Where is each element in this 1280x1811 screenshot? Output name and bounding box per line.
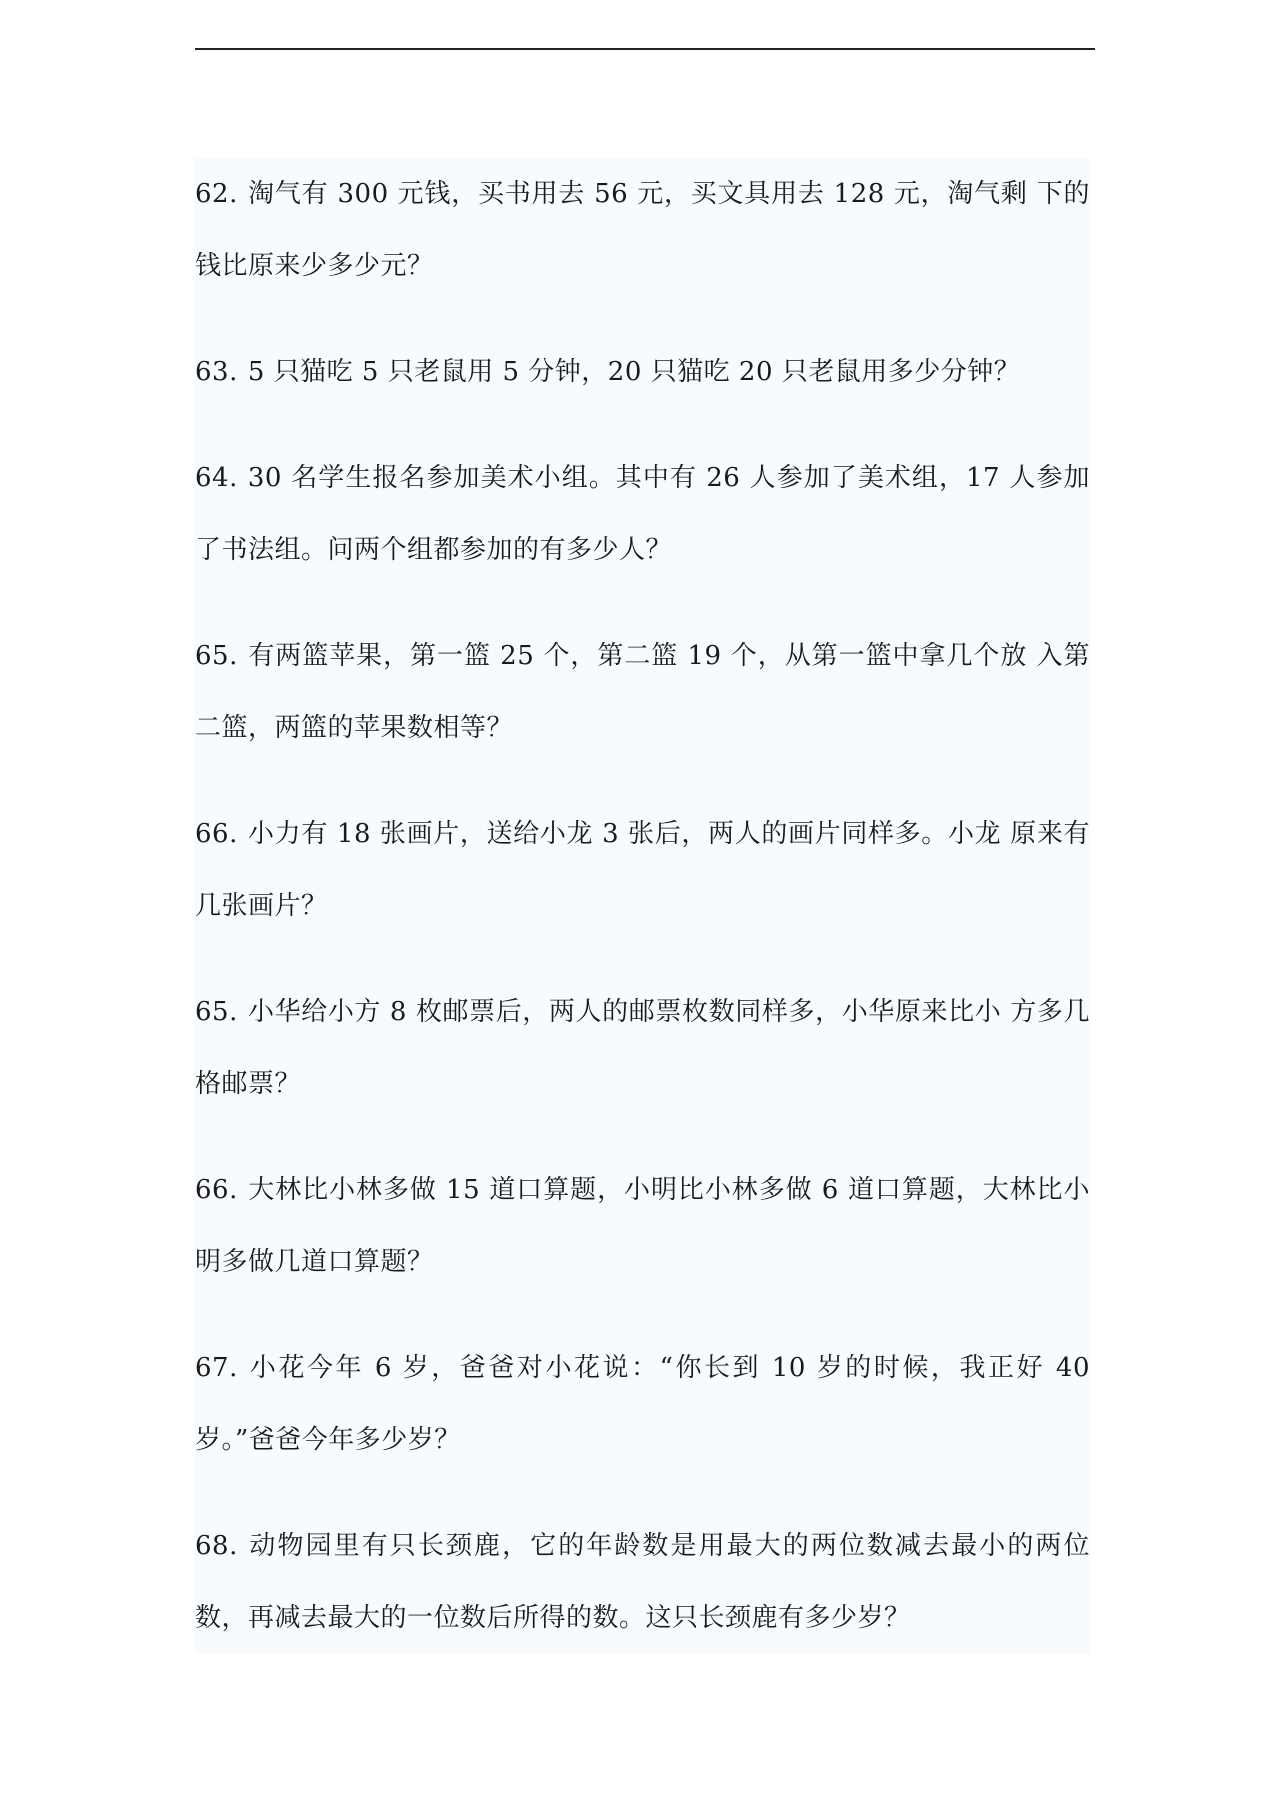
problem-64 [195, 442, 1090, 586]
problem-number: 68. [195, 1531, 238, 1561]
problem-number: 64. [195, 463, 238, 493]
problem-number: 65. [195, 641, 238, 671]
problem-number: 67. [195, 1353, 238, 1383]
problem-number: 66. [195, 1175, 238, 1205]
problem-text: 小力有 18 张画片，送给小龙 3 张后，两人的画片同样多。小龙 原来有几张画片？ [195, 819, 1090, 921]
problem-68 [195, 1510, 1090, 1654]
problem-text: 淘气有 300 元钱，买书用去 56 元，买文具用去 128 元，淘气剩 下的钱比原来少多少元？ [195, 179, 1090, 281]
problem-text: 大林比小林多做 15 道口算题，小明比小林多做 6 道口算题，大林比小明多做几道口算题？ [195, 1175, 1090, 1277]
problem-67 [195, 1332, 1090, 1476]
problem-number: 65. [195, 997, 238, 1027]
problem-text: 有两篮苹果，第一篮 25 个，第二篮 19 个，从第一篮中拿几个放 入第二篮，两篮的苹果数相等？ [195, 641, 1090, 743]
problem-number: 62. [195, 179, 238, 209]
problem-66 [195, 798, 1090, 942]
problem-65b [195, 976, 1090, 1120]
problem-number: 63. [195, 357, 238, 387]
problem-text: 5 只猫吃 5 只老鼠用 5 分钟，20 只猫吃 20 只老鼠用多少分钟？ [247, 357, 1021, 387]
problem-text: 动物园里有只长颈鹿，它的年龄数是用最大的两位数减去最小的两位数，再减去最大的一位数后所得的数。这只长颈鹿有多少岁？ [195, 1531, 1090, 1633]
header-rule [195, 48, 1095, 50]
problem-66b [195, 1154, 1090, 1298]
problem-text: 30 名学生报名参加美术小组。其中有 26 人参加了美术组，17 人参加了书法组。问两个组都参加的有多少人？ [195, 463, 1090, 565]
problem-number: 66. [195, 819, 238, 849]
problem-list [195, 158, 1090, 1654]
problem-63 [195, 336, 1090, 408]
problem-65 [195, 620, 1090, 764]
problem-text: 小华给小方 8 枚邮票后，两人的邮票枚数同样多，小华原来比小 方多几格邮票？ [195, 997, 1090, 1099]
problem-62 [195, 158, 1090, 302]
problem-text: 小花今年 6 岁，爸爸对小花说：“你长到 10 岁的时候，我正好 40 岁。”爸爸今年多少岁？ [195, 1353, 1090, 1455]
